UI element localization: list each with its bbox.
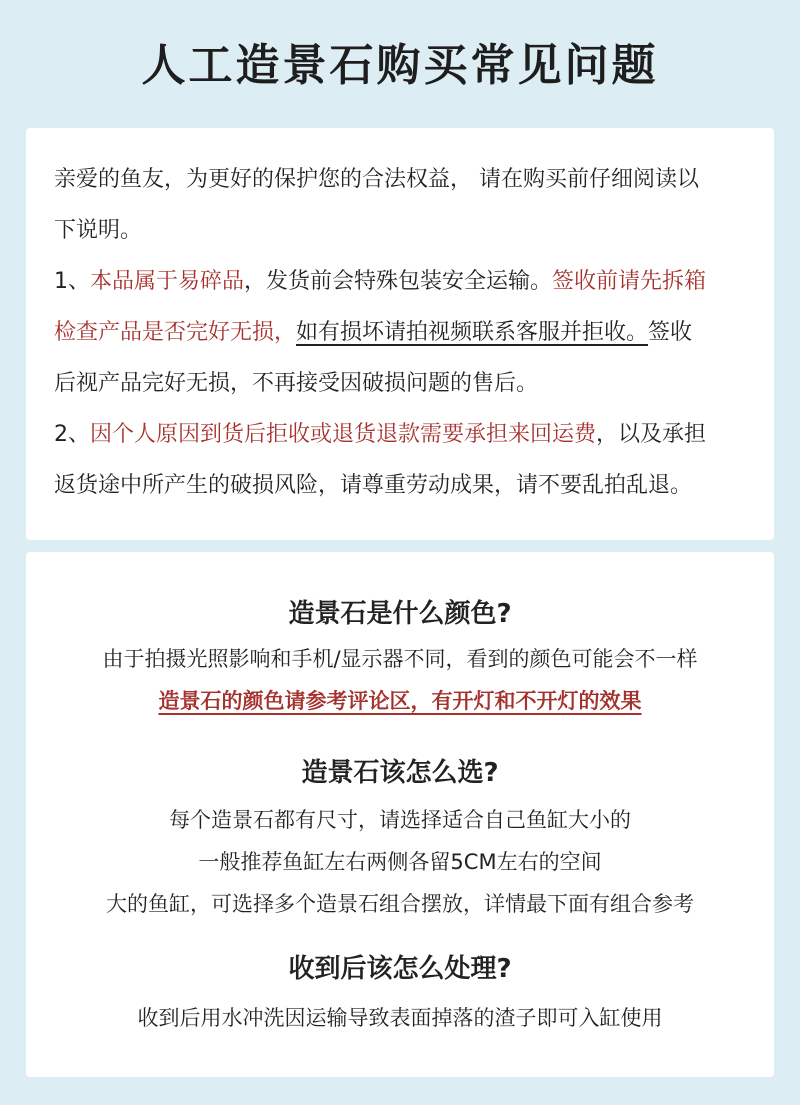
shipping-note: ，发货前会特殊包装安全运输。 [244, 269, 553, 294]
faq-answer-highlight: 造景石的颜色请参考评论区，有开灯和不开灯的效果 [158, 689, 642, 713]
notice-item-1-line-1 [54, 256, 754, 307]
faq-question: 造景石该怎么选? [301, 758, 499, 788]
faq-color [26, 594, 774, 722]
faq-question: 收到后该怎么处理? [288, 954, 512, 984]
faq-card [26, 552, 774, 1077]
return-note: ，以及承担 [596, 422, 707, 447]
faq-answer: 每个造景石都有尺寸，请选择适合自己鱼缸大小的 [169, 808, 631, 832]
faq-answer: 收到后用水冲洗因运输导致表面掉落的渣子即可入缸使用 [137, 1006, 663, 1030]
notice-line-1: 亲爱的鱼友，为更好的保护您的合法权益， 请在购买前仔细阅读以 [54, 167, 699, 192]
notice-line-2: 下说明。 [54, 218, 143, 243]
faq-question: 造景石是什么颜色? [288, 599, 512, 629]
faq-answer: 由于拍摄光照影响和手机/显示器不同，看到的颜色可能会不一样 [102, 647, 698, 671]
faq-answer: 大的鱼缸，可选择多个造景石组合摆放，详情最下面有组合参考 [106, 892, 694, 916]
notice-card [26, 128, 774, 540]
faq-handling [26, 949, 774, 1039]
notice-item-1-line-3: 后视产品完好无损，不再接受因破损问题的售后。 [54, 371, 539, 396]
faq-answer: 一般推荐鱼缸左右两侧各留5CM左右的空间 [198, 850, 602, 874]
item-2-number: 2、 [54, 422, 90, 447]
fragile-warning: 本品属于易碎品 [90, 269, 245, 294]
faq-selection [26, 753, 774, 925]
notice-item-1-line-2 [54, 307, 754, 358]
inspect-warning: 签收前请先拆箱 [552, 269, 707, 294]
sign-note: 签收 [648, 320, 693, 345]
item-1-number: 1、 [54, 269, 90, 294]
refuse-if-damaged: 如有损坏请拍视频联系客服并拒收。 [296, 320, 649, 345]
notice-item-2-line-2: 返货途中所产生的破损风险，请尊重劳动成果，请不要乱拍乱退。 [54, 473, 693, 498]
notice-item-2-line-1 [54, 409, 754, 460]
notice-text [54, 154, 754, 511]
inspect-warning-cont: 检查产品是否完好无损， [54, 320, 297, 345]
page-title: 人工造景石购买常见问题 [141, 40, 659, 91]
return-freight-warning: 因个人原因到货后拒收或退货退款需要承担来回运费 [90, 422, 597, 447]
